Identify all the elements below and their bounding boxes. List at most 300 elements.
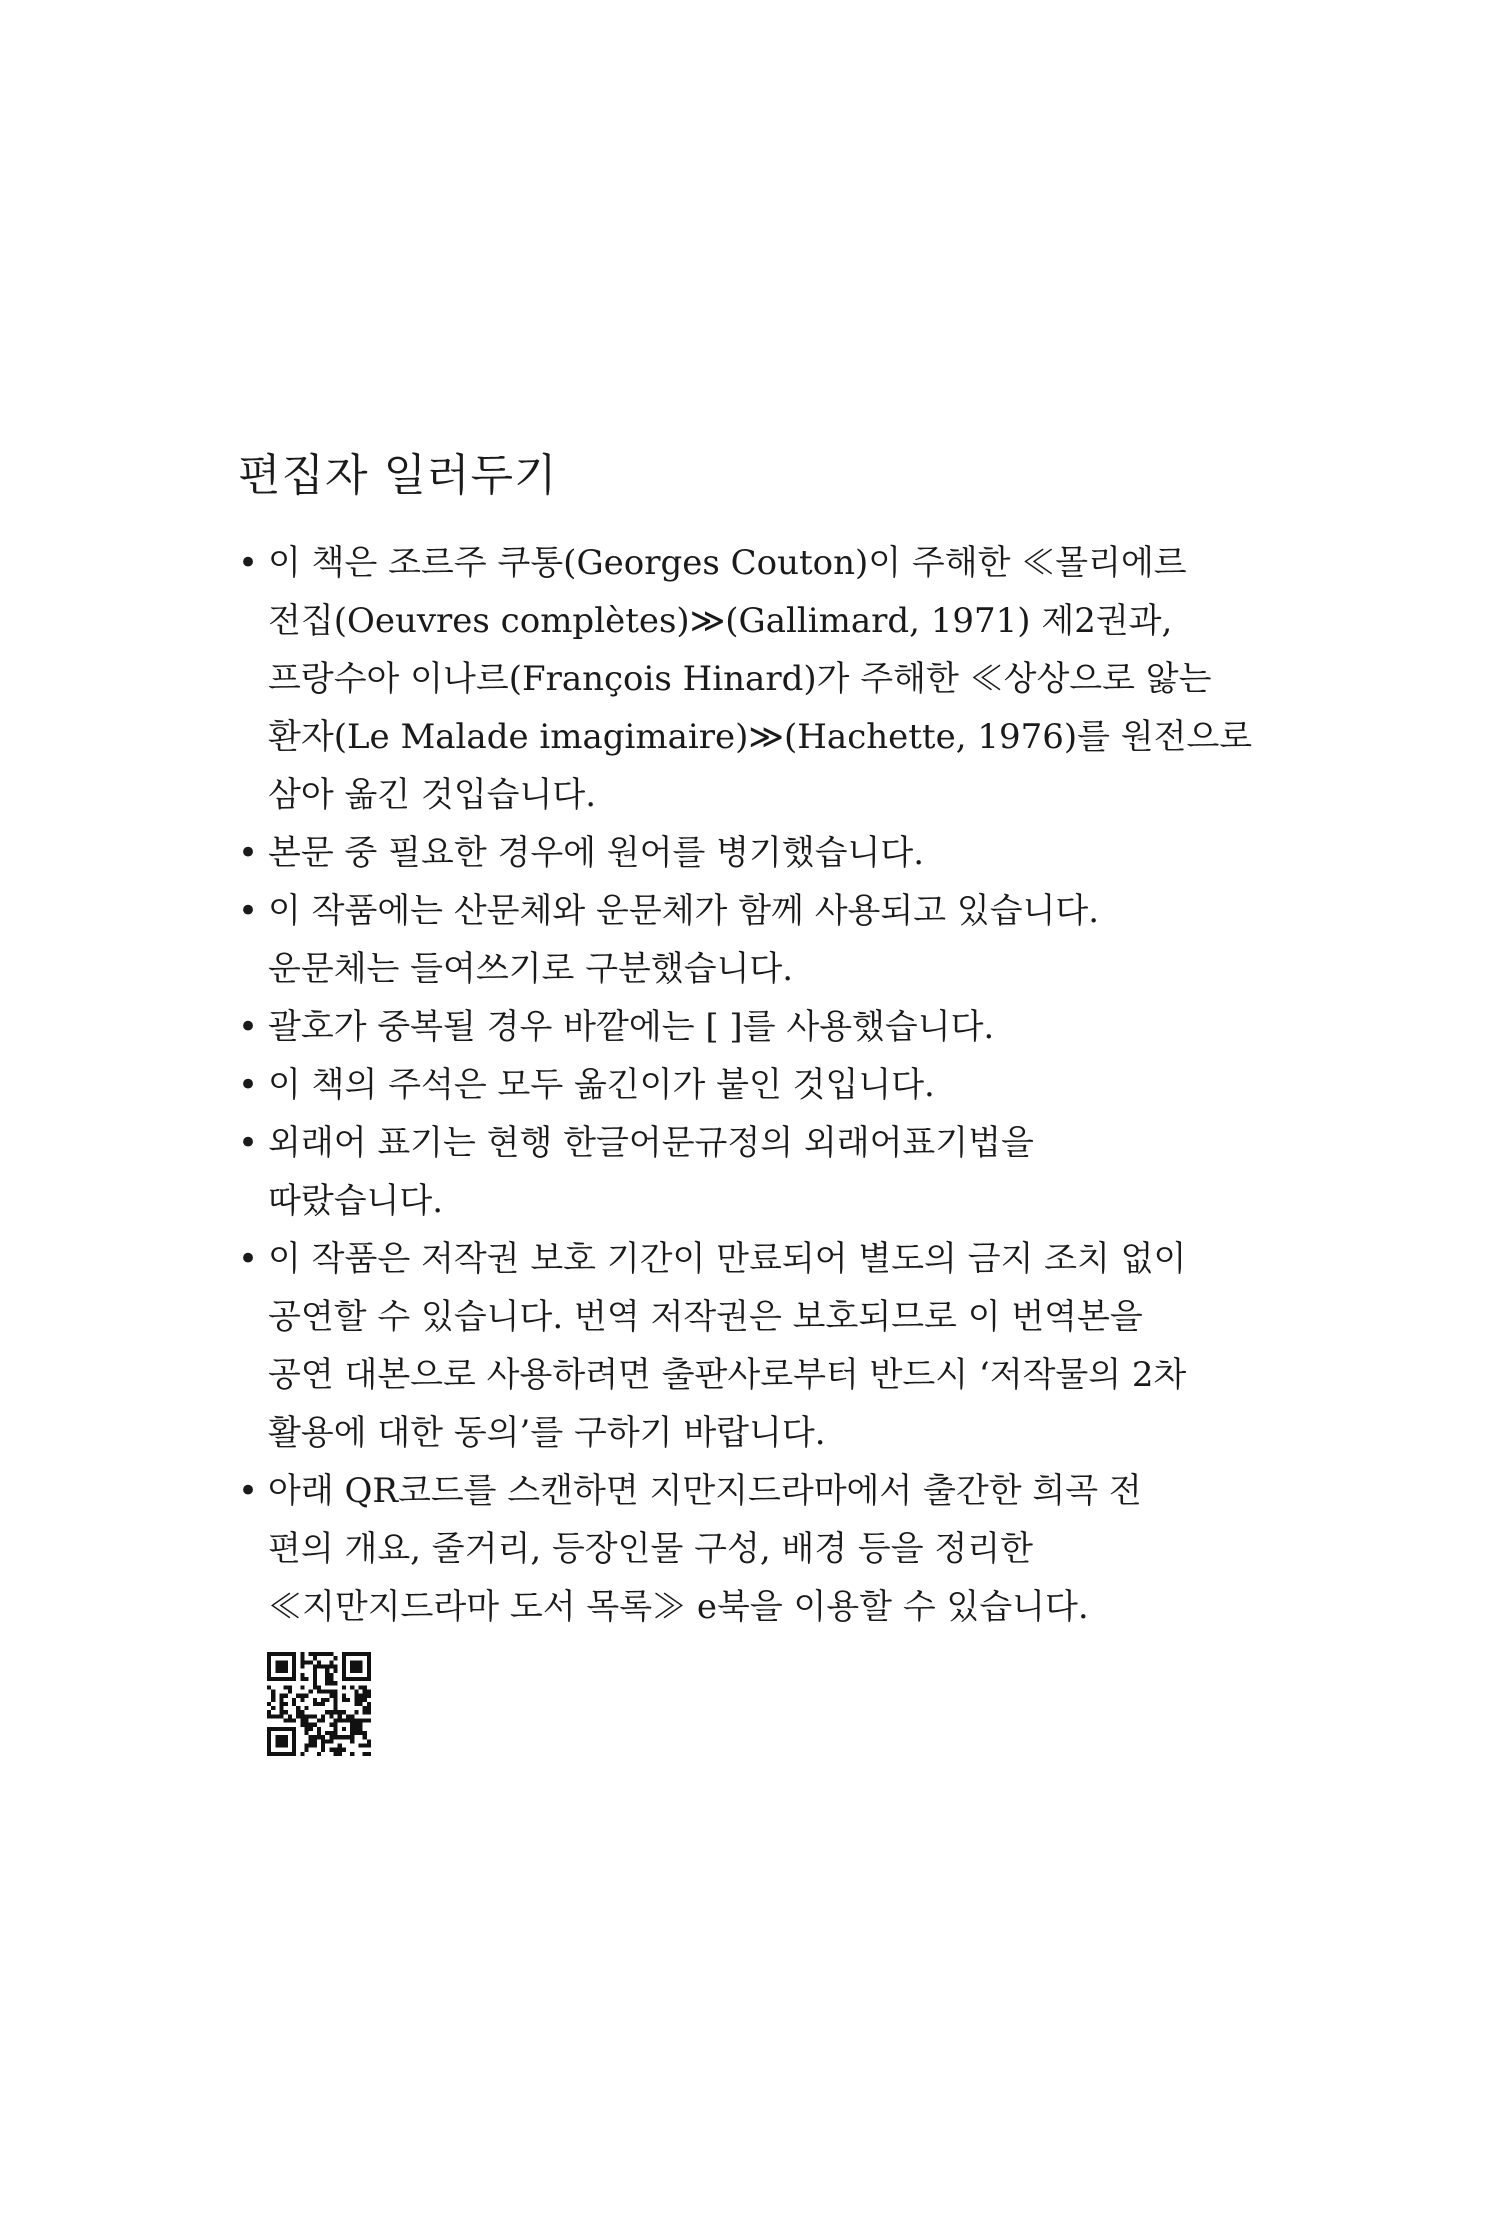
qr-module	[363, 1731, 367, 1735]
qr-module	[292, 1719, 296, 1723]
qr-module	[288, 1689, 292, 1693]
qr-module	[354, 1702, 358, 1706]
qr-module	[313, 1739, 317, 1743]
qr-module	[296, 1714, 300, 1718]
qr-module	[367, 1702, 371, 1706]
qr-module	[292, 1698, 296, 1702]
qr-module	[292, 1739, 296, 1743]
qr-module	[300, 1652, 304, 1656]
qr-module	[313, 1735, 317, 1739]
qr-module	[359, 1685, 363, 1689]
qr-module	[325, 1689, 329, 1693]
qr-module	[367, 1656, 371, 1660]
qr-module	[313, 1702, 317, 1706]
qr-module	[313, 1723, 317, 1727]
note-line: 환자(Le Malade imagimaire)≫(Hachette, 1976)를 원전으로	[268, 717, 1253, 757]
qr-module	[350, 1727, 354, 1731]
qr-module	[334, 1656, 338, 1660]
qr-module	[313, 1681, 317, 1685]
qr-module	[350, 1735, 354, 1739]
qr-module	[329, 1681, 333, 1685]
qr-module	[313, 1652, 317, 1656]
qr-module	[296, 1710, 300, 1714]
qr-module	[325, 1739, 329, 1743]
qr-module	[288, 1727, 292, 1731]
qr-module	[359, 1731, 363, 1735]
qr-module	[304, 1677, 308, 1681]
qr-module	[279, 1714, 283, 1718]
qr-module	[304, 1727, 308, 1731]
note-line: ≪지만지드라마 도서 목록≫ e북을 이용할 수 있습니다.	[268, 1587, 1089, 1627]
qr-module	[309, 1660, 313, 1664]
qr-module	[271, 1689, 275, 1693]
qr-module	[321, 1739, 325, 1743]
qr-module	[338, 1735, 342, 1739]
qr-module	[342, 1652, 346, 1656]
qr-module	[338, 1714, 342, 1718]
qr-module	[346, 1719, 350, 1723]
qr-module	[304, 1714, 308, 1718]
qr-module	[279, 1752, 283, 1756]
qr-module	[329, 1735, 333, 1739]
qr-module	[300, 1723, 304, 1727]
qr-module	[334, 1748, 338, 1752]
qr-module	[321, 1714, 325, 1718]
qr-module	[267, 1744, 271, 1748]
qr-module	[300, 1714, 304, 1718]
note-line: 공연할 수 있습니다. 번역 저작권은 보호되므로 이 번역본을	[268, 1297, 1143, 1337]
qr-module	[367, 1652, 371, 1656]
qr-module	[284, 1677, 288, 1681]
qr-module	[354, 1660, 358, 1664]
qr-module	[279, 1702, 283, 1706]
note-item-7	[238, 1230, 1238, 1462]
qr-module	[275, 1714, 279, 1718]
qr-module	[275, 1660, 279, 1664]
qr-module	[359, 1719, 363, 1723]
qr-module	[346, 1652, 350, 1656]
qr-module	[334, 1719, 338, 1723]
qr-module	[267, 1731, 271, 1735]
qr-module	[359, 1664, 363, 1668]
qr-module	[354, 1698, 358, 1702]
note-line: • 이 작품에는 산문체와 운문체가 함께 사용되고 있습니다.	[268, 891, 1100, 931]
qr-module	[350, 1664, 354, 1668]
qr-module	[271, 1706, 275, 1710]
qr-module	[325, 1664, 329, 1668]
qr-module	[267, 1735, 271, 1739]
qr-module	[292, 1731, 296, 1735]
qr-module	[317, 1731, 321, 1735]
qr-module	[359, 1660, 363, 1664]
qr-module	[359, 1744, 363, 1748]
qr-module	[313, 1685, 317, 1689]
qr-module	[267, 1702, 271, 1706]
qr-module	[359, 1702, 363, 1706]
qr-module	[350, 1752, 354, 1756]
qr-module	[288, 1677, 292, 1681]
qr-module	[342, 1669, 346, 1673]
qr-module	[334, 1735, 338, 1739]
note-line: 운문체는 들여쓰기로 구분했습니다.	[268, 949, 794, 989]
qr-module	[342, 1735, 346, 1739]
qr-module	[354, 1710, 358, 1714]
note-line: 삼아 옮긴 것입습니다.	[268, 775, 597, 815]
qr-module	[367, 1677, 371, 1681]
note-line: 편의 개요, 줄거리, 등장인물 구성, 배경 등을 정리한	[268, 1529, 1033, 1569]
qr-module	[267, 1714, 271, 1718]
qr-module	[334, 1664, 338, 1668]
qr-module	[279, 1735, 283, 1739]
qr-module	[292, 1748, 296, 1752]
qr-module	[334, 1723, 338, 1727]
qr-module	[363, 1719, 367, 1723]
qr-module	[334, 1681, 338, 1685]
note-item-5	[238, 1056, 1238, 1114]
qr-module	[346, 1735, 350, 1739]
qr-module	[359, 1727, 363, 1731]
qr-module	[338, 1744, 342, 1748]
qr-module	[267, 1739, 271, 1743]
qr-module	[296, 1694, 300, 1698]
qr-module	[321, 1664, 325, 1668]
qr-module	[363, 1744, 367, 1748]
qr-module	[288, 1685, 292, 1689]
qr-module	[342, 1685, 346, 1689]
qr-module	[304, 1744, 308, 1748]
qr-module	[334, 1689, 338, 1693]
note-line: • 이 작품은 저작권 보호 기간이 만료되어 별도의 금지 조치 없이	[268, 1239, 1187, 1279]
qr-module	[342, 1656, 346, 1660]
qr-module	[321, 1689, 325, 1693]
qr-module	[317, 1689, 321, 1693]
qr-module	[321, 1735, 325, 1739]
qr-module	[329, 1748, 333, 1752]
qr-module	[304, 1748, 308, 1752]
qr-module	[313, 1744, 317, 1748]
qr-module	[342, 1677, 346, 1681]
qr-module	[267, 1652, 271, 1656]
qr-module	[334, 1702, 338, 1706]
qr-module	[367, 1673, 371, 1677]
qr-module	[275, 1752, 279, 1756]
qr-module	[279, 1652, 283, 1656]
qr-module	[288, 1652, 292, 1656]
qr-module	[350, 1719, 354, 1723]
qr-module	[346, 1714, 350, 1718]
qr-module	[284, 1727, 288, 1731]
qr-module	[317, 1727, 321, 1731]
qr-module	[309, 1727, 313, 1731]
qr-module	[284, 1664, 288, 1668]
qr-module	[288, 1714, 292, 1718]
qr-module	[271, 1727, 275, 1731]
qr-module	[325, 1731, 329, 1735]
qr-module	[309, 1723, 313, 1727]
qr-module	[284, 1744, 288, 1748]
qr-module	[292, 1660, 296, 1664]
qr-module	[300, 1752, 304, 1756]
qr-module	[359, 1652, 363, 1656]
qr-module	[304, 1719, 308, 1723]
qr-module	[292, 1702, 296, 1706]
qr-module	[300, 1673, 304, 1677]
qr-module	[342, 1660, 346, 1664]
qr-module	[342, 1694, 346, 1698]
qr-module	[284, 1710, 288, 1714]
qr-module	[279, 1706, 283, 1710]
note-line: • 이 책의 주석은 모두 옮긴이가 붙인 것입니다.	[268, 1065, 935, 1105]
qr-module	[279, 1660, 283, 1664]
qr-module	[363, 1685, 367, 1689]
qr-module	[317, 1702, 321, 1706]
qr-module	[275, 1727, 279, 1731]
qr-module	[334, 1669, 338, 1673]
qr-module	[296, 1706, 300, 1710]
qr-module	[313, 1669, 317, 1673]
qr-module	[329, 1673, 333, 1677]
qr-module	[284, 1702, 288, 1706]
qr-module	[367, 1710, 371, 1714]
qr-module	[350, 1677, 354, 1681]
qr-module	[288, 1752, 292, 1756]
qr-module	[350, 1714, 354, 1718]
qr-module	[267, 1664, 271, 1668]
qr-module	[304, 1694, 308, 1698]
qr-module	[304, 1731, 308, 1735]
note-line: 따랐습니다.	[268, 1181, 444, 1221]
qr-module	[292, 1664, 296, 1668]
note-line: 공연 대본으로 사용하려면 출판사로부터 반드시 ‘저작물의 2차	[268, 1355, 1187, 1395]
qr-module	[279, 1739, 283, 1743]
qr-module	[317, 1664, 321, 1668]
qr-module	[367, 1739, 371, 1743]
notes-list	[238, 534, 1253, 1636]
qr-module	[300, 1664, 304, 1668]
qr-module	[292, 1752, 296, 1756]
note-line: 활용에 대한 동의’를 구하기 바랍니다.	[268, 1413, 826, 1453]
qr-module	[313, 1698, 317, 1702]
qr-module	[279, 1698, 283, 1702]
qr-module	[275, 1664, 279, 1668]
qr-module	[342, 1664, 346, 1668]
qr-module	[313, 1656, 317, 1660]
qr-module	[354, 1694, 358, 1698]
qr-module	[325, 1710, 329, 1714]
qr-module	[304, 1723, 308, 1727]
qr-module	[338, 1748, 342, 1752]
qr-module	[284, 1752, 288, 1756]
qr-module	[279, 1710, 283, 1714]
qr-module	[329, 1689, 333, 1693]
note-item-3	[238, 882, 1238, 998]
note-item-4	[238, 998, 1238, 1056]
qr-module	[325, 1652, 329, 1656]
qr-module	[292, 1677, 296, 1681]
qr-module	[267, 1710, 271, 1714]
qr-module	[271, 1694, 275, 1698]
qr-module	[354, 1677, 358, 1681]
qr-module	[300, 1685, 304, 1689]
qr-module	[292, 1669, 296, 1673]
note-line: • 괄호가 중복될 경우 바깥에는 [ ]를 사용했습니다.	[268, 1007, 995, 1047]
qr-module	[354, 1719, 358, 1723]
qr-module	[292, 1727, 296, 1731]
qr-module	[334, 1694, 338, 1698]
qr-module	[350, 1652, 354, 1656]
qr-module	[354, 1664, 358, 1668]
qr-module	[313, 1673, 317, 1677]
qr-module	[309, 1689, 313, 1693]
qr-module	[300, 1710, 304, 1714]
qr-module	[267, 1677, 271, 1681]
qr-module	[300, 1719, 304, 1723]
qr-module	[267, 1748, 271, 1752]
qr-module	[350, 1731, 354, 1735]
qr-module	[359, 1698, 363, 1702]
qr-module	[279, 1744, 283, 1748]
qr-module	[334, 1706, 338, 1710]
note-item-6	[238, 1114, 1238, 1230]
qr-module	[329, 1677, 333, 1681]
qr-module	[313, 1664, 317, 1668]
qr-module	[300, 1656, 304, 1660]
qr-module	[346, 1677, 350, 1681]
qr-module	[367, 1719, 371, 1723]
qr-module	[267, 1673, 271, 1677]
qr-module	[325, 1677, 329, 1681]
qr-module	[367, 1660, 371, 1664]
qr-module	[363, 1689, 367, 1693]
qr-module	[275, 1677, 279, 1681]
qr-module	[342, 1710, 346, 1714]
qr-module	[367, 1689, 371, 1693]
note-line: 프랑수아 이나르(François Hinard)가 주해한 ≪상상으로 앓는	[268, 659, 1212, 699]
qr-module	[354, 1723, 358, 1727]
qr-module	[271, 1752, 275, 1756]
qr-module	[329, 1710, 333, 1714]
qr-code-icon[interactable]	[267, 1652, 371, 1756]
qr-module	[284, 1719, 288, 1723]
note-line: • 외래어 표기는 현행 한글어문규정의 외래어표기법을	[268, 1123, 1034, 1163]
qr-module	[313, 1677, 317, 1681]
qr-module	[329, 1723, 333, 1727]
qr-module	[279, 1677, 283, 1681]
qr-module	[284, 1652, 288, 1656]
qr-module	[338, 1710, 342, 1714]
qr-module	[317, 1685, 321, 1689]
qr-module	[338, 1719, 342, 1723]
qr-module	[321, 1744, 325, 1748]
qr-module	[275, 1735, 279, 1739]
qr-module	[363, 1677, 367, 1681]
qr-module	[334, 1727, 338, 1731]
qr-module	[329, 1652, 333, 1656]
page-title: 편집자 일러두기	[238, 450, 558, 501]
note-line: 전집(Oeuvres complètes)≫(Gallimard, 1971) 제2권과,	[268, 601, 1173, 641]
qr-module	[284, 1685, 288, 1689]
qr-module	[321, 1702, 325, 1706]
qr-module	[329, 1660, 333, 1664]
qr-module	[309, 1739, 313, 1743]
qr-module	[354, 1727, 358, 1731]
qr-module	[317, 1660, 321, 1664]
qr-module	[271, 1652, 275, 1656]
qr-module	[334, 1698, 338, 1702]
qr-module	[284, 1739, 288, 1743]
qr-module	[363, 1698, 367, 1702]
qr-module	[359, 1694, 363, 1698]
qr-module	[321, 1652, 325, 1656]
qr-module	[367, 1664, 371, 1668]
qr-module	[346, 1698, 350, 1702]
qr-module	[325, 1673, 329, 1677]
qr-module	[267, 1685, 271, 1689]
qr-module	[267, 1660, 271, 1664]
note-item-8	[238, 1462, 1238, 1636]
qr-module	[367, 1752, 371, 1756]
qr-module	[304, 1660, 308, 1664]
qr-module	[329, 1714, 333, 1718]
note-item-1	[238, 534, 1253, 824]
qr-module	[363, 1710, 367, 1714]
qr-module	[304, 1706, 308, 1710]
qr-module	[321, 1748, 325, 1752]
qr-module	[279, 1727, 283, 1731]
qr-module	[267, 1752, 271, 1756]
qr-module	[275, 1669, 279, 1673]
qr-module	[317, 1652, 321, 1656]
qr-module	[363, 1652, 367, 1656]
qr-module	[275, 1744, 279, 1748]
qr-module	[313, 1714, 317, 1718]
qr-module	[367, 1706, 371, 1710]
qr-module	[338, 1752, 342, 1756]
qr-module	[300, 1694, 304, 1698]
qr-module	[275, 1739, 279, 1743]
qr-module	[309, 1652, 313, 1656]
qr-module	[329, 1694, 333, 1698]
qr-module	[309, 1714, 313, 1718]
qr-module	[363, 1694, 367, 1698]
qr-module	[292, 1744, 296, 1748]
qr-module	[342, 1698, 346, 1702]
qr-module	[350, 1739, 354, 1743]
qr-module	[279, 1669, 283, 1673]
qr-module	[284, 1735, 288, 1739]
qr-module	[334, 1710, 338, 1714]
qr-module	[325, 1669, 329, 1673]
qr-module	[284, 1694, 288, 1698]
qr-module	[350, 1723, 354, 1727]
qr-module	[367, 1744, 371, 1748]
qr-module	[329, 1731, 333, 1735]
note-line: • 본문 중 필요한 경우에 원어를 병기했습니다.	[268, 833, 925, 873]
qr-module	[284, 1660, 288, 1664]
qr-module	[271, 1677, 275, 1681]
qr-module	[354, 1669, 358, 1673]
qr-module	[354, 1652, 358, 1656]
qr-module	[267, 1727, 271, 1731]
qr-module	[292, 1652, 296, 1656]
qr-module	[288, 1719, 292, 1723]
qr-module	[325, 1681, 329, 1685]
qr-module	[367, 1669, 371, 1673]
qr-module	[367, 1694, 371, 1698]
qr-module	[279, 1694, 283, 1698]
qr-module	[363, 1752, 367, 1756]
qr-module	[271, 1714, 275, 1718]
